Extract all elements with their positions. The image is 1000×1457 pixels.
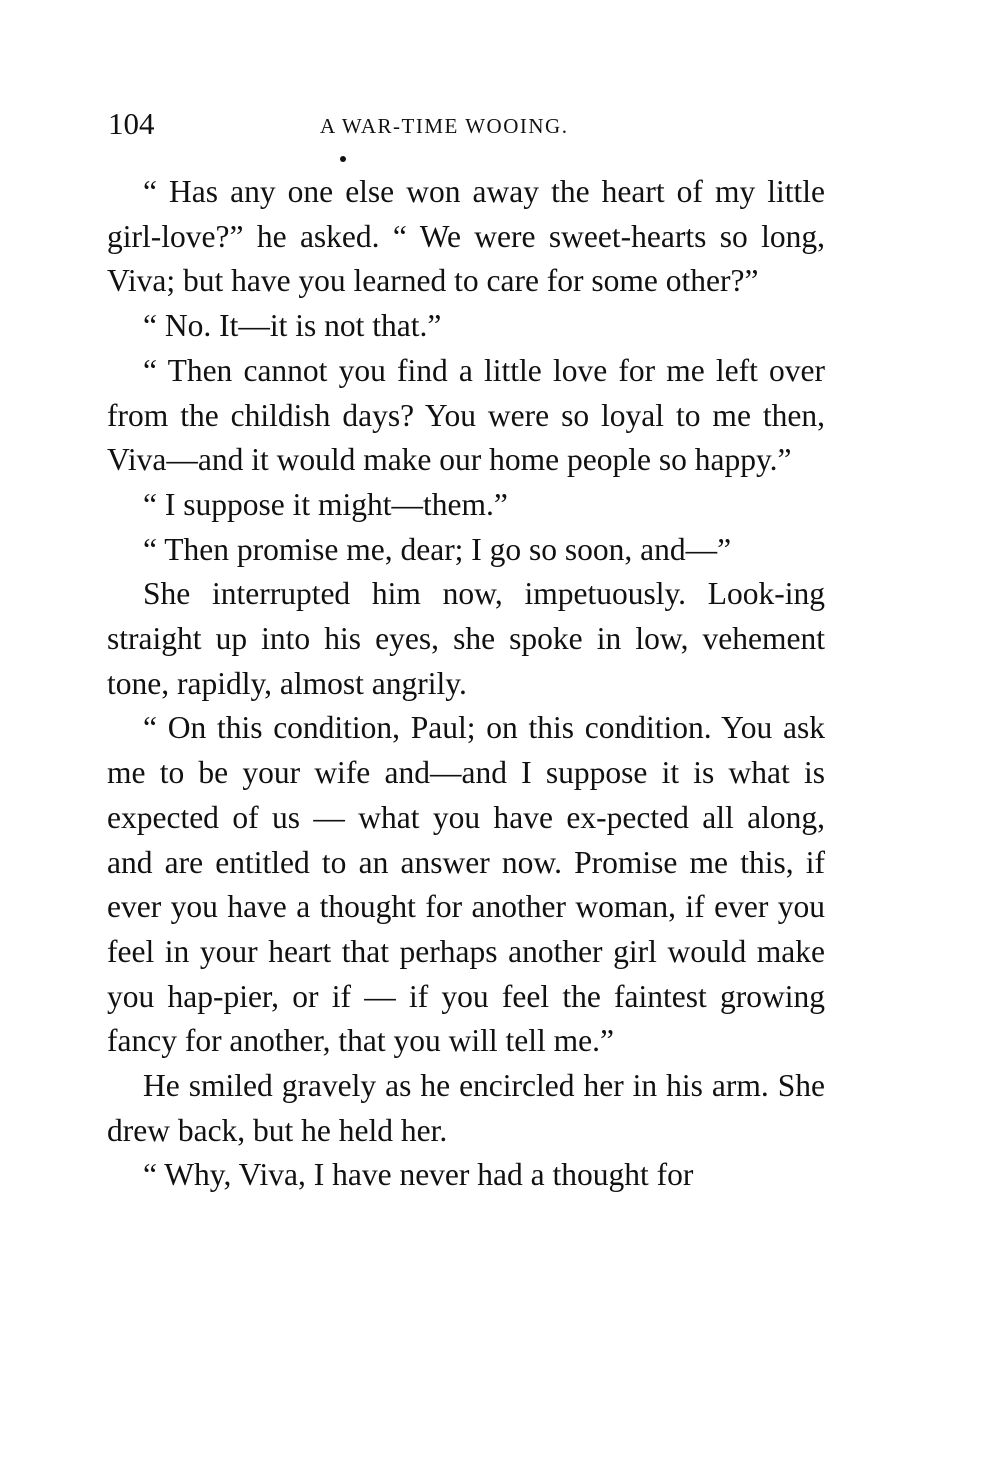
- page-header: [108, 104, 828, 144]
- paragraph-1: “ Has any one else won away the heart of my little girl-love?” he asked. “ We were sweet-hearts so long, Viva; but have you learned to care for some other?”: [107, 174, 825, 299]
- paragraph-5: “ Then promise me, dear; I go so soon, and—”: [143, 531, 732, 567]
- paragraph-6: She interrupted him now, impetuously. Look-ing straight up into his eyes, she spoke in low, vehement tone, rapidly, almost angrily.: [107, 576, 825, 701]
- paragraph-8: He smiled gravely as he encircled her in his arm. She drew back, but he held her.: [107, 1068, 825, 1148]
- paragraph-7: “ On this condition, Paul; on this condition. You ask me to be your wife and—and I suppose it is what is expected of us — what you have ex-pected all along, and are entitled to an answer now. Promise me this, if ever you have a thought for another woman, if ever you feel in your heart that perhaps another girl would make you hap-pier, or if — if you feel the faintest growing fancy for another, that you will tell me.”: [107, 710, 825, 1059]
- ink-speck: [340, 156, 346, 162]
- paragraph-4: “ I suppose it might—them.”: [143, 486, 508, 522]
- paragraph-3: “ Then cannot you find a little love for me left over from the childish days? You were so loyal to me then, Viva—and it would make our home people so happy.”: [107, 352, 825, 478]
- paragraph-2: “ No. It—it is not that.”: [143, 308, 442, 344]
- running-title: A WAR-TIME WOOING.: [320, 114, 569, 138]
- paragraph-9: “ Why, Viva, I have never had a thought for: [143, 1157, 694, 1193]
- page-number: 104: [108, 106, 155, 141]
- body-text: [107, 170, 825, 1198]
